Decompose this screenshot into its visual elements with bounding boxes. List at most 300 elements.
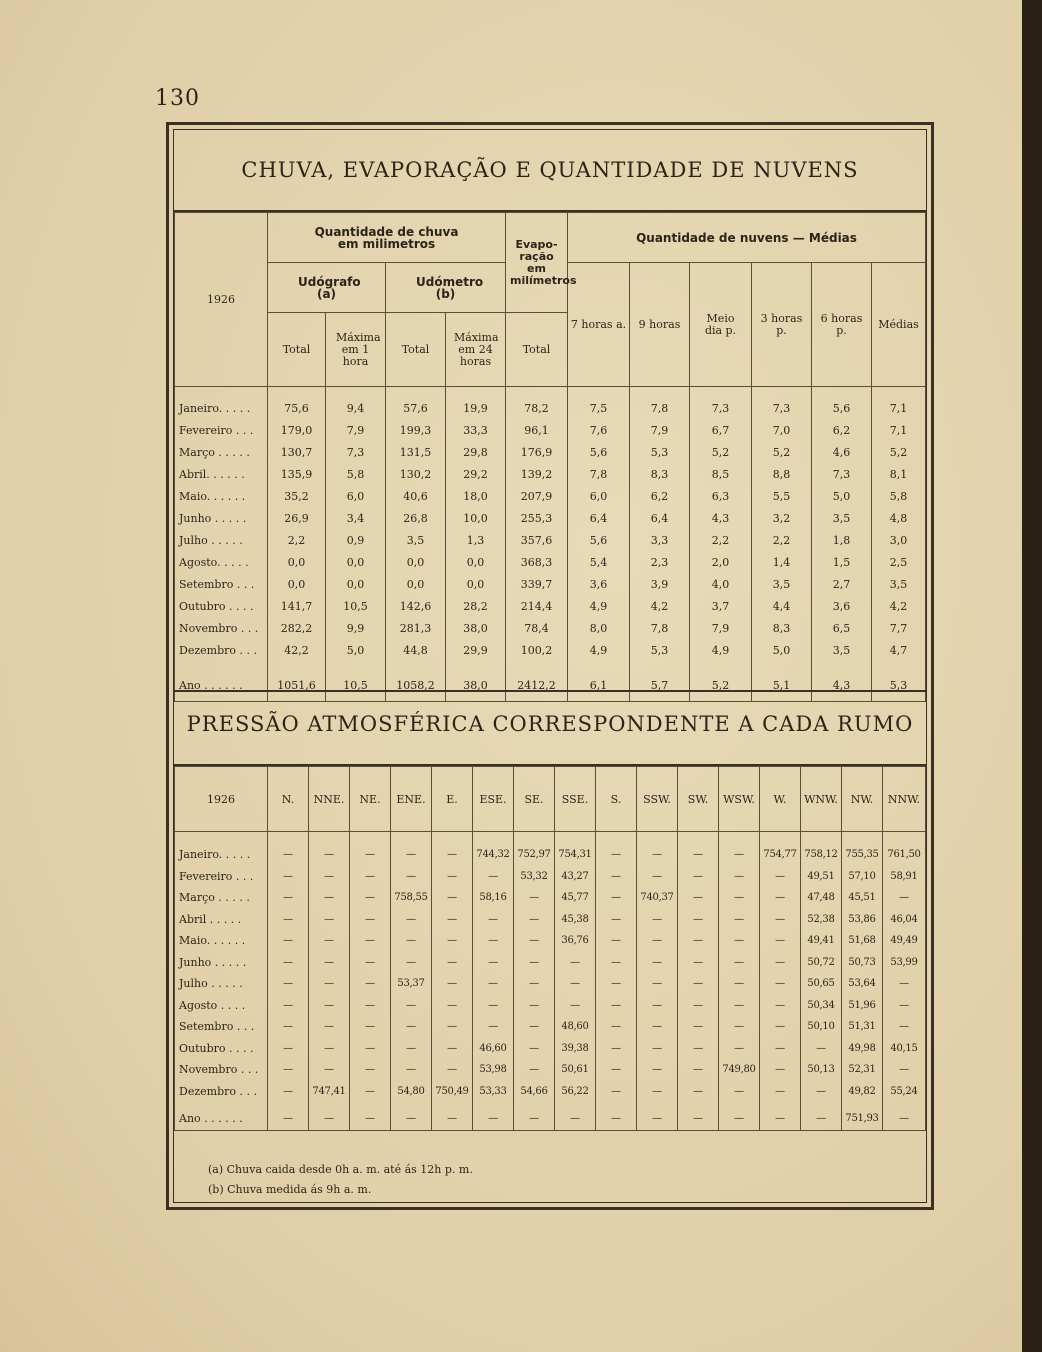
table-cell: 4,2 — [630, 595, 690, 617]
col-7h-header: 7 horas a. — [568, 263, 630, 387]
table-cell: — — [309, 1038, 350, 1060]
table-cell: — — [760, 866, 801, 888]
rain-group-header: Quantidade de chuva em milimetros — [268, 213, 506, 263]
table-cell: — — [309, 844, 350, 866]
total-row — [175, 1108, 926, 1130]
table-cell: 3,0 — [872, 529, 926, 551]
table-cell: — — [309, 973, 350, 995]
table-row — [175, 617, 926, 639]
table-cell: 50,13 — [801, 1059, 842, 1081]
table-cell: 7,8 — [630, 617, 690, 639]
direction-header: NW. — [842, 767, 883, 832]
table-cell: — — [760, 887, 801, 909]
table-cell: 4,6 — [812, 441, 872, 463]
clouds-group-header: Quantidade de nuvens — Médias — [568, 213, 926, 263]
table-cell: 40,6 — [386, 485, 446, 507]
table-cell: 43,27 — [555, 866, 596, 888]
table-cell: — — [391, 995, 432, 1017]
total-cell: 10,5 — [326, 671, 386, 701]
evaporation-header: Evapo- ração em milímetros — [506, 213, 568, 313]
table-cell: 761,50 — [883, 844, 926, 866]
table-cell: — — [268, 866, 309, 888]
table-cell: — — [678, 995, 719, 1017]
table-frame — [166, 122, 934, 1210]
table-cell: 55,24 — [883, 1081, 926, 1103]
table-cell: — — [350, 844, 391, 866]
table-cell: — — [391, 844, 432, 866]
table-cell: 5,8 — [326, 463, 386, 485]
table-cell: — — [678, 909, 719, 931]
table-cell: — — [309, 952, 350, 974]
table-cell: 130,7 — [268, 441, 326, 463]
page-number: 130 — [155, 86, 200, 111]
udografo-header: Udógrafo (a) — [268, 263, 386, 313]
table-cell: — — [719, 909, 760, 931]
table-cell: 4,0 — [690, 573, 752, 595]
table-cell: 47,48 — [801, 887, 842, 909]
table-cell: 29,8 — [446, 441, 506, 463]
month-label: Setembro . . . — [175, 1016, 268, 1038]
table-cell: — — [883, 887, 926, 909]
table-cell: — — [719, 887, 760, 909]
table-cell: 8,3 — [630, 463, 690, 485]
table-cell: — — [801, 1038, 842, 1060]
total-cell: — — [596, 1108, 637, 1130]
table-cell: 4,9 — [690, 639, 752, 661]
total-cell: 38,0 — [446, 671, 506, 701]
spacer-cell — [883, 832, 926, 845]
table-cell: 0,0 — [268, 551, 326, 573]
direction-header: ENE. — [391, 767, 432, 832]
table-cell: 131,5 — [386, 441, 446, 463]
table-row — [175, 973, 926, 995]
month-label: Dezembro . . . — [175, 639, 268, 661]
table-cell: 5,0 — [812, 485, 872, 507]
table-cell: — — [309, 866, 350, 888]
table-cell: 50,72 — [801, 952, 842, 974]
table-cell: 53,32 — [514, 866, 555, 888]
table-cell: 49,49 — [883, 930, 926, 952]
table-cell: 1,8 — [812, 529, 872, 551]
table-cell: 46,04 — [883, 909, 926, 931]
udometro-total-header: Total — [386, 313, 446, 387]
table-cell: 754,31 — [555, 844, 596, 866]
table-cell: — — [432, 995, 473, 1017]
table-cell: 744,32 — [473, 844, 514, 866]
table-cell: — — [760, 1059, 801, 1081]
table-cell: — — [637, 1059, 678, 1081]
spacer-cell — [760, 832, 801, 845]
table-cell: — — [555, 995, 596, 1017]
table-cell: — — [473, 995, 514, 1017]
table-cell: 50,65 — [801, 973, 842, 995]
table-cell: 50,61 — [555, 1059, 596, 1081]
spacer-cell — [175, 387, 268, 398]
month-label: Dezembro . . . — [175, 1081, 268, 1103]
table-cell: 214,4 — [506, 595, 568, 617]
spacer-cell — [690, 661, 752, 671]
table-cell: 53,86 — [842, 909, 883, 931]
table-cell: — — [268, 930, 309, 952]
rain-clouds-table — [174, 212, 926, 702]
table-cell: — — [883, 1059, 926, 1081]
month-label: Maio. . . . . . — [175, 930, 268, 952]
table-cell: 40,15 — [883, 1038, 926, 1060]
table-cell: — — [473, 866, 514, 888]
table-cell: 10,0 — [446, 507, 506, 529]
table-cell: — — [760, 909, 801, 931]
table-cell: 52,38 — [801, 909, 842, 931]
table-cell: — — [432, 1016, 473, 1038]
spacer-cell — [752, 387, 812, 398]
table-cell: 758,55 — [391, 887, 432, 909]
table-cell: — — [432, 930, 473, 952]
table-cell: — — [350, 1038, 391, 1060]
table-cell: 26,9 — [268, 507, 326, 529]
table-cell: — — [678, 887, 719, 909]
table-cell: 96,1 — [506, 419, 568, 441]
table-cell: 5,6 — [568, 441, 630, 463]
spacer-cell — [175, 661, 268, 671]
table-cell: 7,9 — [326, 419, 386, 441]
table-cell: 78,4 — [506, 617, 568, 639]
table-cell: 0,0 — [326, 551, 386, 573]
table-cell: — — [309, 909, 350, 931]
table-cell: 135,9 — [268, 463, 326, 485]
table-cell: — — [596, 844, 637, 866]
table-cell: 139,2 — [506, 463, 568, 485]
table-cell: 3,5 — [386, 529, 446, 551]
table-cell: — — [350, 952, 391, 974]
spacer-cell — [309, 832, 350, 845]
direction-header: SW. — [678, 767, 719, 832]
table-cell: 57,6 — [386, 397, 446, 419]
table-cell: — — [678, 952, 719, 974]
table-cell: — — [596, 1016, 637, 1038]
table-cell: — — [596, 973, 637, 995]
spacer-cell — [514, 832, 555, 845]
table-cell: 33,3 — [446, 419, 506, 441]
table-cell: 49,41 — [801, 930, 842, 952]
table-cell: — — [637, 930, 678, 952]
table-cell: 48,60 — [555, 1016, 596, 1038]
total-cell: — — [432, 1108, 473, 1130]
table-cell: — — [391, 1059, 432, 1081]
table-cell: 7,8 — [568, 463, 630, 485]
table-cell: — — [760, 952, 801, 974]
table-cell: 7,0 — [752, 419, 812, 441]
table-cell: 54,80 — [391, 1081, 432, 1103]
table-cell: 5,3 — [630, 639, 690, 661]
table-cell: 8,0 — [568, 617, 630, 639]
table-cell: 0,0 — [446, 551, 506, 573]
spacer-cell — [637, 832, 678, 845]
table-frame-inner — [173, 129, 927, 1203]
table-cell: 758,12 — [801, 844, 842, 866]
table-cell: 179,0 — [268, 419, 326, 441]
table-cell: — — [801, 1081, 842, 1103]
table-cell: 49,82 — [842, 1081, 883, 1103]
table-cell: 7,7 — [872, 617, 926, 639]
footnote-a: (a) Chuva caida desde 0h a. m. até ás 12h p. m. — [208, 1163, 473, 1176]
table-cell: — — [432, 909, 473, 931]
table-cell: — — [883, 995, 926, 1017]
table-cell: — — [350, 973, 391, 995]
month-label: Março . . . . . — [175, 887, 268, 909]
table-cell: — — [514, 1016, 555, 1038]
spacer-cell — [812, 661, 872, 671]
table-cell: — — [637, 1016, 678, 1038]
table-cell: 7,1 — [872, 419, 926, 441]
table-cell: 3,6 — [568, 573, 630, 595]
table-cell: 357,6 — [506, 529, 568, 551]
table-cell: — — [596, 995, 637, 1017]
table-cell: — — [514, 952, 555, 974]
spacer-cell — [473, 832, 514, 845]
table-cell: — — [514, 930, 555, 952]
table-row — [175, 1038, 926, 1060]
year-label: Ano . . . . . . — [175, 671, 268, 701]
table-cell: 100,2 — [506, 639, 568, 661]
table-cell: 2,7 — [812, 573, 872, 595]
table-row — [175, 463, 926, 485]
table-cell: — — [350, 887, 391, 909]
rain-table-title: CHUVA, EVAPORAÇÃO E QUANTIDADE DE NUVENS — [241, 158, 859, 182]
table-cell: 7,3 — [690, 397, 752, 419]
month-label: Julho . . . . . — [175, 529, 268, 551]
table-cell: 1,4 — [752, 551, 812, 573]
table-row — [175, 485, 926, 507]
month-label: Junho . . . . . — [175, 507, 268, 529]
month-label: Agosto. . . . . — [175, 551, 268, 573]
table-cell: 199,3 — [386, 419, 446, 441]
table-cell: 29,2 — [446, 463, 506, 485]
month-label: Outubro . . . . — [175, 595, 268, 617]
table-cell: — — [596, 1081, 637, 1103]
direction-header: SSE. — [555, 767, 596, 832]
col-9h-header: 9 horas — [630, 263, 690, 387]
table-cell: — — [309, 930, 350, 952]
table-cell: 52,31 — [842, 1059, 883, 1081]
table-cell: — — [309, 1016, 350, 1038]
month-label: Setembro . . . — [175, 573, 268, 595]
table-cell: 9,9 — [326, 617, 386, 639]
total-cell: 5,1 — [752, 671, 812, 701]
table-cell: 3,7 — [690, 595, 752, 617]
table-cell: — — [391, 1038, 432, 1060]
table-cell: 39,38 — [555, 1038, 596, 1060]
direction-header: NNW. — [883, 767, 926, 832]
table-cell: 4,2 — [872, 595, 926, 617]
table-cell: 45,51 — [842, 887, 883, 909]
table-cell: — — [760, 1081, 801, 1103]
table-cell: 2,0 — [690, 551, 752, 573]
table-cell: 44,8 — [386, 639, 446, 661]
table-cell: — — [596, 866, 637, 888]
section-divider — [174, 690, 926, 692]
table-cell: 6,4 — [630, 507, 690, 529]
spacer-row — [175, 661, 926, 671]
pressure-body — [175, 832, 926, 1131]
table-cell: 2,2 — [268, 529, 326, 551]
table-cell: 0,0 — [386, 551, 446, 573]
table-cell: 75,6 — [268, 397, 326, 419]
table-cell: — — [719, 995, 760, 1017]
table-cell: — — [350, 1081, 391, 1103]
year-header: 1926 — [175, 213, 268, 387]
table-cell: 1,5 — [812, 551, 872, 573]
month-label: Outubro . . . . — [175, 1038, 268, 1060]
spacer-cell — [175, 832, 268, 845]
col-meio-dia-header: Meio dia p. — [690, 263, 752, 387]
table-cell: 4,9 — [568, 595, 630, 617]
table-row — [175, 551, 926, 573]
table-cell: 4,4 — [752, 595, 812, 617]
table-cell: 5,0 — [326, 639, 386, 661]
month-label: Janeiro. . . . . — [175, 397, 268, 419]
table-cell: 141,7 — [268, 595, 326, 617]
spacer-cell — [326, 661, 386, 671]
table-cell: 51,31 — [842, 1016, 883, 1038]
table-cell: 5,2 — [872, 441, 926, 463]
total-cell: — — [391, 1108, 432, 1130]
direction-header: WNW. — [801, 767, 842, 832]
table-row — [175, 1059, 926, 1081]
spacer-cell — [268, 661, 326, 671]
table-cell: — — [268, 995, 309, 1017]
table-cell: — — [719, 1081, 760, 1103]
table-cell: 5,0 — [752, 639, 812, 661]
month-label: Novembro . . . — [175, 617, 268, 639]
spacer-cell — [350, 832, 391, 845]
table-row — [175, 930, 926, 952]
year-label: Ano . . . . . . — [175, 1108, 268, 1130]
spacer-cell — [391, 832, 432, 845]
total-cell: — — [555, 1108, 596, 1130]
table-cell: 57,10 — [842, 866, 883, 888]
table-cell: 207,9 — [506, 485, 568, 507]
table-cell: 5,2 — [752, 441, 812, 463]
table-row — [175, 441, 926, 463]
table-cell: 7,3 — [812, 463, 872, 485]
table-cell: 58,91 — [883, 866, 926, 888]
table-cell: — — [637, 909, 678, 931]
table-cell: 42,2 — [268, 639, 326, 661]
table-cell: — — [596, 1038, 637, 1060]
spacer-cell — [386, 387, 446, 398]
table-cell: 49,51 — [801, 866, 842, 888]
month-label: Julho . . . . . — [175, 973, 268, 995]
table-cell: — — [309, 887, 350, 909]
table-cell: 5,8 — [872, 485, 926, 507]
table-cell: 130,2 — [386, 463, 446, 485]
table-cell: 49,98 — [842, 1038, 883, 1060]
table-cell: — — [637, 844, 678, 866]
spacer-cell — [386, 661, 446, 671]
month-label: Abril. . . . . . — [175, 463, 268, 485]
spacer-cell — [812, 387, 872, 398]
table-cell: 5,3 — [630, 441, 690, 463]
table-cell: 3,3 — [630, 529, 690, 551]
spacer-cell — [842, 832, 883, 845]
table-cell: 0,9 — [326, 529, 386, 551]
table-cell: — — [350, 866, 391, 888]
table-row — [175, 844, 926, 866]
table-cell: — — [350, 995, 391, 1017]
table-row — [175, 952, 926, 974]
table-cell: 7,8 — [630, 397, 690, 419]
table-cell: — — [678, 844, 719, 866]
table-cell: 2,2 — [752, 529, 812, 551]
table-cell: 2,5 — [872, 551, 926, 573]
table-cell: — — [350, 1059, 391, 1081]
table-cell: 19,9 — [446, 397, 506, 419]
table-cell: 51,96 — [842, 995, 883, 1017]
table-cell: — — [760, 1016, 801, 1038]
table-row — [175, 419, 926, 441]
table-cell: 28,2 — [446, 595, 506, 617]
table-cell: — — [391, 1016, 432, 1038]
table-cell: 46,60 — [473, 1038, 514, 1060]
table-cell: — — [432, 844, 473, 866]
table-cell: — — [678, 973, 719, 995]
table-row — [175, 529, 926, 551]
rain-clouds-body — [175, 387, 926, 702]
table-cell: 7,1 — [872, 397, 926, 419]
table-cell: 50,34 — [801, 995, 842, 1017]
table-cell: 58,16 — [473, 887, 514, 909]
table-cell: 8,3 — [752, 617, 812, 639]
table-cell: — — [268, 909, 309, 931]
table-cell: 3,4 — [326, 507, 386, 529]
table-cell: — — [637, 866, 678, 888]
table-cell: — — [432, 1038, 473, 1060]
table-cell: 53,33 — [473, 1081, 514, 1103]
total-row — [175, 671, 926, 701]
table-row — [175, 573, 926, 595]
spacer-cell — [752, 661, 812, 671]
spacer-cell — [872, 661, 926, 671]
total-cell: — — [883, 1108, 926, 1130]
table-cell: 10,5 — [326, 595, 386, 617]
table-cell: — — [309, 995, 350, 1017]
table-cell: — — [637, 1038, 678, 1060]
table-cell: 6,2 — [630, 485, 690, 507]
table-cell: 740,37 — [637, 887, 678, 909]
spacer-row — [175, 832, 926, 845]
table-cell: 51,68 — [842, 930, 883, 952]
table-cell: 56,22 — [555, 1081, 596, 1103]
direction-header: N. — [268, 767, 309, 832]
table-cell: — — [350, 1016, 391, 1038]
table-cell: 50,73 — [842, 952, 883, 974]
table-cell: 5,4 — [568, 551, 630, 573]
col-6h-header: 6 horas p. — [812, 263, 872, 387]
month-label: Abril . . . . . — [175, 909, 268, 931]
table-cell: 6,0 — [326, 485, 386, 507]
total-cell: 751,93 — [842, 1108, 883, 1130]
table-cell: — — [637, 952, 678, 974]
table-cell: 281,3 — [386, 617, 446, 639]
table-cell: — — [350, 930, 391, 952]
direction-header: WSW. — [719, 767, 760, 832]
spacer-cell — [630, 387, 690, 398]
table-cell: 5,5 — [752, 485, 812, 507]
table-cell: 54,66 — [514, 1081, 555, 1103]
table-cell: — — [391, 866, 432, 888]
footnotes — [208, 1160, 473, 1200]
table-cell: — — [719, 1038, 760, 1060]
